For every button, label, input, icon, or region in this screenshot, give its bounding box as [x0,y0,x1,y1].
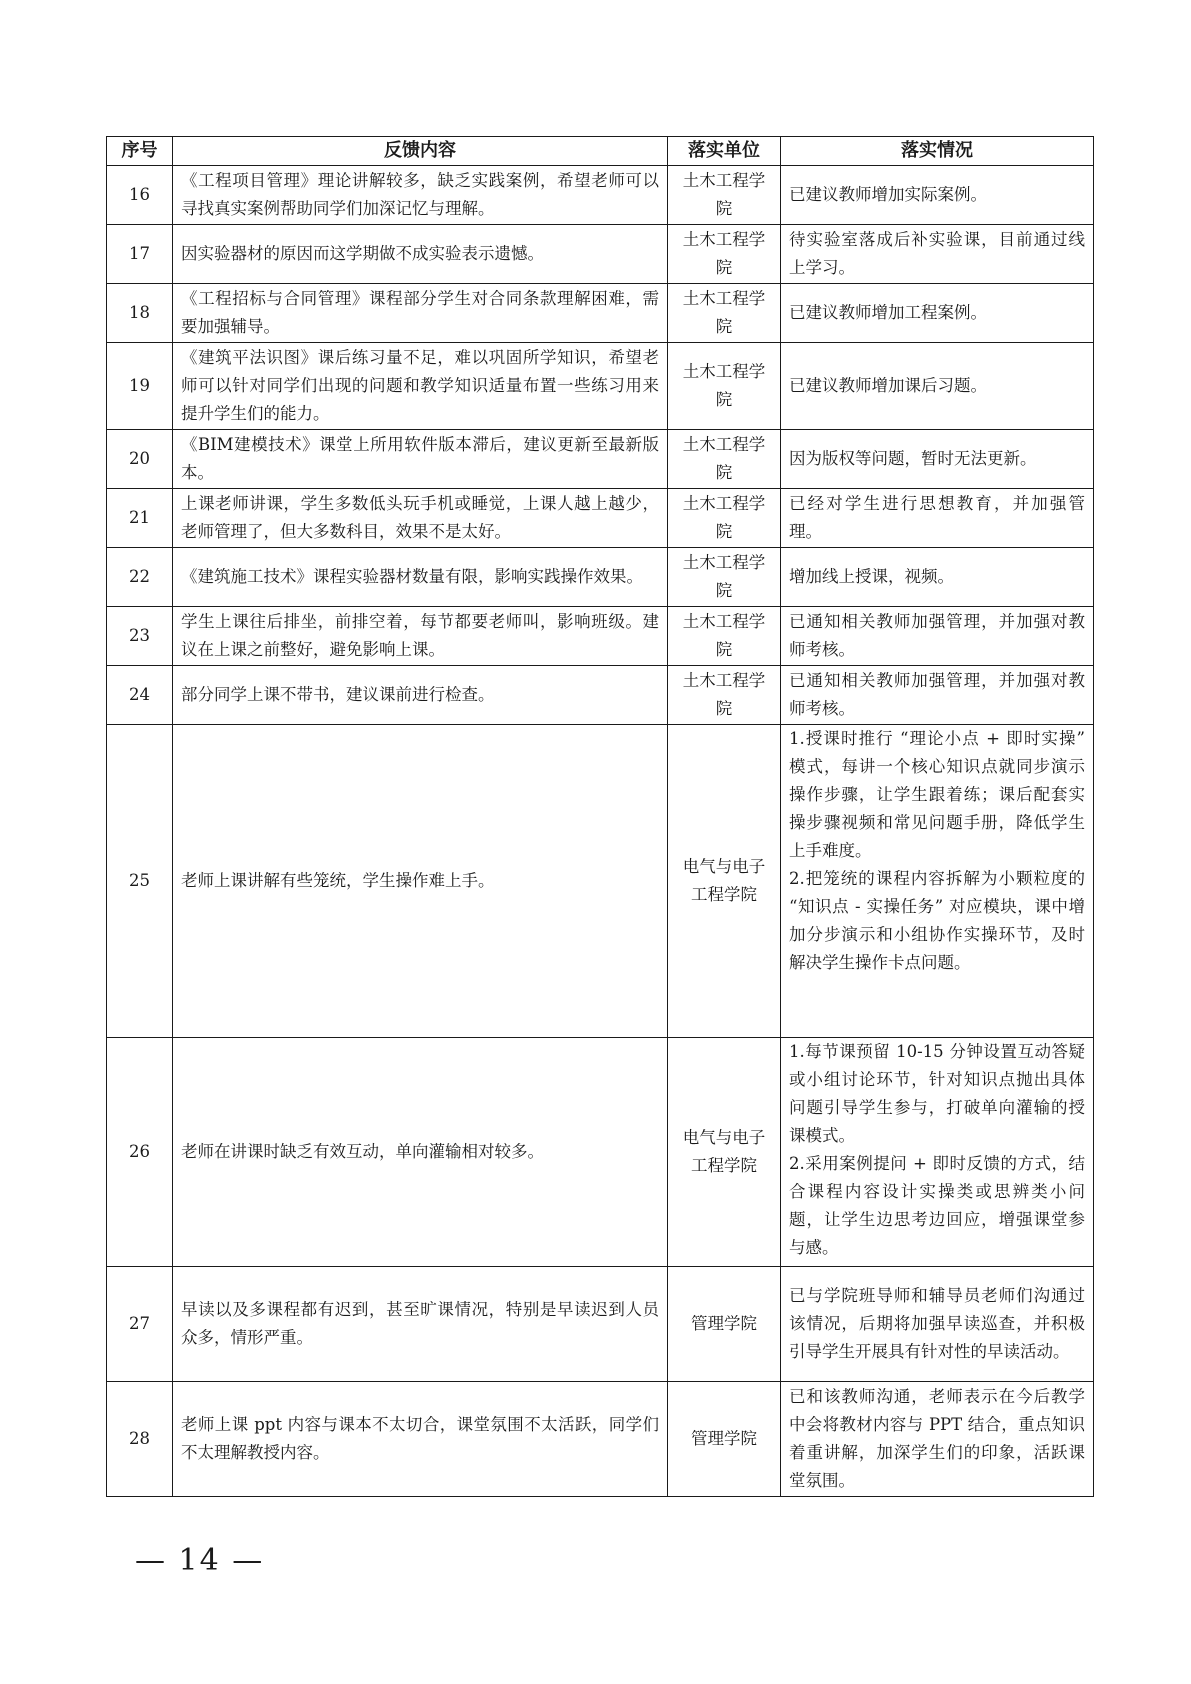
header-unit: 落实单位 [668,137,781,166]
row-content: 上课老师讲课，学生多数低头玩手机或睡觉，上课人越上越少，老师管理了，但大多数科目，效果不是太好。 [173,489,668,548]
table-row [107,343,1094,430]
row-num: 22 [107,548,173,607]
row-content: 因实验器材的原因而这学期做不成实验表示遗憾。 [173,225,668,284]
row-status: 已和该教师沟通，老师表示在今后教学中会将教材内容与 PPT 结合，重点知识着重讲解，加深学生们的印象，活跃课堂氛围。 [781,1382,1094,1497]
row-num: 17 [107,225,173,284]
row-content: 《建筑平法识图》课后练习量不足，难以巩固所学知识，希望老师可以针对同学们出现的问题和教学知识适量布置一些练习用来提升学生们的能力。 [173,343,668,430]
table-row [107,666,1094,725]
row-unit: 电气与电子工程学院 [668,725,781,1038]
table-row [107,489,1094,548]
table-row [107,430,1094,489]
row-num: 24 [107,666,173,725]
row-status: 已建议教师增加工程案例。 [781,284,1094,343]
table-row [107,1382,1094,1497]
row-unit: 土木工程学院 [668,666,781,725]
header-num: 序号 [107,137,173,166]
row-unit: 土木工程学院 [668,489,781,548]
row-content: 老师上课讲解有些笼统，学生操作难上手。 [173,725,668,1038]
row-num: 27 [107,1267,173,1382]
table-row [107,1038,1094,1267]
row-unit: 管理学院 [668,1382,781,1497]
row-status: 因为版权等问题，暂时无法更新。 [781,430,1094,489]
row-status: 1.授课时推行 “理论小点 + 即时实操” 模式，每讲一个核心知识点就同步演示操作步骤，让学生跟着练；课后配套实操步骤视频和常见问题手册，降低学生上手难度。 2.把笼统的课程内容拆解为小颗粒度的 “知识点 - 实操任务” 对应模块，课中增加分步演示和小组协作实操环节，及时解决学生操作卡点问题。 [781,725,1094,1038]
row-unit: 土木工程学院 [668,548,781,607]
row-num: 28 [107,1382,173,1497]
row-num: 23 [107,607,173,666]
row-status: 已通知相关教师加强管理，并加强对教师考核。 [781,666,1094,725]
row-unit: 土木工程学院 [668,607,781,666]
row-unit: 土木工程学院 [668,284,781,343]
row-num: 16 [107,166,173,225]
table-row [107,1267,1094,1382]
row-unit: 土木工程学院 [668,225,781,284]
row-status: 增加线上授课，视频。 [781,548,1094,607]
row-content: 《建筑施工技术》课程实验器材数量有限，影响实践操作效果。 [173,548,668,607]
row-status: 已与学院班导师和辅导员老师们沟通过该情况，后期将加强早读巡查，并积极引导学生开展具有针对性的早读活动。 [781,1267,1094,1382]
row-content: 学生上课往后排坐，前排空着，每节都要老师叫，影响班级。建议在上课之前整好，避免影响上课。 [173,607,668,666]
row-content: 部分同学上课不带书，建议课前进行检查。 [173,666,668,725]
row-num: 21 [107,489,173,548]
row-num: 25 [107,725,173,1038]
header-content: 反馈内容 [173,137,668,166]
row-content: 《BIM建模技术》课堂上所用软件版本滞后，建议更新至最新版本。 [173,430,668,489]
row-unit: 电气与电子工程学院 [668,1038,781,1267]
table-row [107,607,1094,666]
row-status: 已建议教师增加课后习题。 [781,343,1094,430]
row-content: 老师在讲课时缺乏有效互动，单向灌输相对较多。 [173,1038,668,1267]
row-status: 已通知相关教师加强管理，并加强对教师考核。 [781,607,1094,666]
row-unit: 土木工程学院 [668,430,781,489]
table-row [107,225,1094,284]
row-unit: 土木工程学院 [668,343,781,430]
row-status: 已建议教师增加实际案例。 [781,166,1094,225]
page-number: — 14 — [135,1543,265,1578]
row-content: 早读以及多课程都有迟到，甚至旷课情况，特别是早读迟到人员众多，情形严重。 [173,1267,668,1382]
row-unit: 土木工程学院 [668,166,781,225]
row-status: 待实验室落成后补实验课，目前通过线上学习。 [781,225,1094,284]
feedback-table [106,136,1094,1497]
row-num: 26 [107,1038,173,1267]
table-row [107,166,1094,225]
row-content: 《工程招标与合同管理》课程部分学生对合同条款理解困难，需要加强辅导。 [173,284,668,343]
row-content: 老师上课 ppt 内容与课本不太切合，课堂氛围不太活跃，同学们不太理解教授内容。 [173,1382,668,1497]
row-status: 已经对学生进行思想教育，并加强管理。 [781,489,1094,548]
table-header-row [107,137,1094,166]
row-num: 20 [107,430,173,489]
row-num: 18 [107,284,173,343]
header-status: 落实情况 [781,137,1094,166]
row-status: 1.每节课预留 10-15 分钟设置互动答疑或小组讨论环节，针对知识点抛出具体问题引导学生参与，打破单向灌输的授课模式。 2.采用案例提问 + 即时反馈的方式，结合课程内容设计实操类或思辨类小问题，让学生边思考边回应，增强课堂参与感。 [781,1038,1094,1267]
table-row [107,284,1094,343]
row-num: 19 [107,343,173,430]
row-content: 《工程项目管理》理论讲解较多，缺乏实践案例，希望老师可以寻找真实案例帮助同学们加深记忆与理解。 [173,166,668,225]
table-row [107,548,1094,607]
table-row [107,725,1094,1038]
row-unit: 管理学院 [668,1267,781,1382]
